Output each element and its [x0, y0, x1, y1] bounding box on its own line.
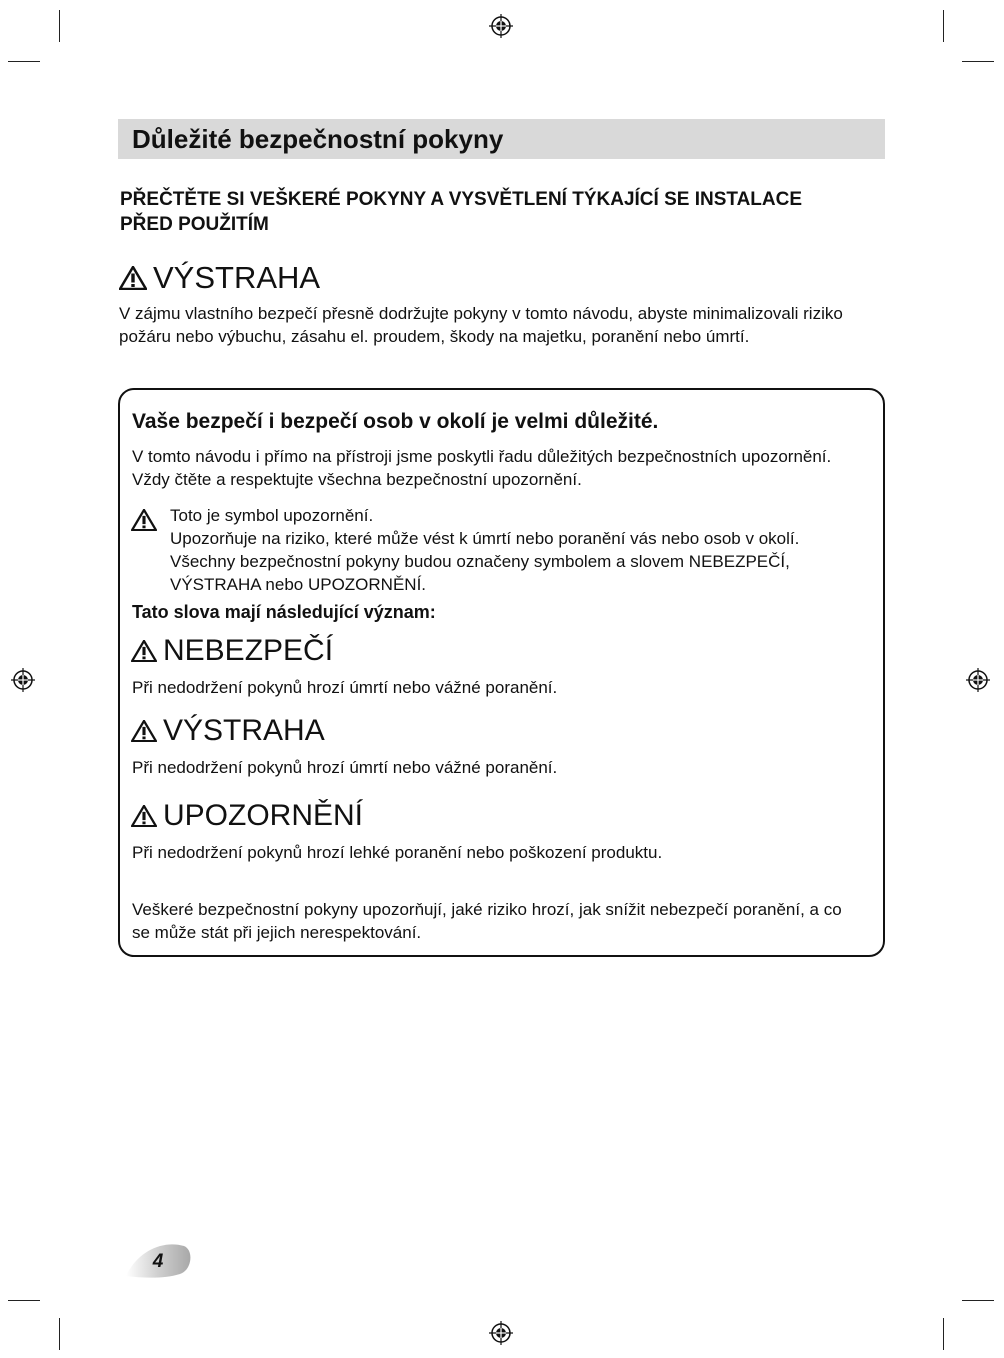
subheading-line-1: PŘEČTĚTE SI VEŠKERÉ POKYNY A VYSVĚTLENÍ TÝKAJÍCÍ SE INSTALACE	[120, 189, 803, 210]
crop-mark-top-right-v	[943, 10, 944, 42]
crop-mark-bottom-left-v	[59, 1318, 60, 1350]
symbol-line-4: VÝSTRAHA nebo UPOZORNĚNÍ.	[170, 575, 427, 594]
page-number-badge	[124, 1240, 194, 1280]
caution-heading	[131, 798, 363, 834]
danger-heading	[131, 633, 333, 669]
symbol-line-2: Upozorňuje na riziko, které může vést k úmrtí nebo poranění vás nebo osob v okolí.	[170, 529, 800, 548]
warning-heading	[119, 260, 320, 296]
box-intro	[132, 445, 877, 491]
caution-text: Při nedodržení pokynů hrozí lehké poranění nebo poškození produktu.	[132, 843, 663, 862]
instruction-subheading	[120, 187, 880, 237]
box-intro-line-1: V tomto návodu i přímo na přístroji jsme poskytli řadu důležitých bezpečnostních upozornění.	[132, 447, 832, 466]
crop-mark-top-left-v	[59, 10, 60, 42]
crop-mark-bottom-right-v	[943, 1318, 944, 1350]
page-title: Důležité bezpečnostní pokyny	[132, 124, 504, 154]
warning-label: VÝSTRAHA	[163, 714, 325, 747]
crop-mark-top-right-h	[962, 61, 994, 62]
danger-label: NEBEZPEČÍ	[163, 634, 334, 667]
crop-mark-top-left-h	[8, 61, 40, 62]
danger-text: Při nedodržení pokynů hrozí úmrtí nebo vážné poranění.	[132, 678, 558, 697]
registration-mark-icon	[966, 668, 990, 692]
meaning-label: Tato slova mají následující význam:	[132, 602, 436, 622]
warning-triangle-icon	[131, 509, 157, 531]
warning-heading-text: VÝSTRAHA	[153, 260, 321, 295]
warning-triangle-icon	[131, 720, 157, 742]
warning-paragraph	[119, 302, 899, 348]
warning-signal-text: Při nedodržení pokynů hrozí úmrtí nebo vážné poranění.	[132, 758, 558, 777]
box-footer-line-2: se může stát při jejich nerespektování.	[132, 923, 422, 942]
warning-text-line-2: požáru nebo výbuchu, zásahu el. proudem, škody na majetku, poranění nebo úmrtí.	[119, 327, 750, 346]
box-footer	[132, 898, 877, 944]
registration-mark-icon	[11, 668, 35, 692]
box-title: Vaše bezpečí i bezpečí osob v okolí je velmi důležité.	[132, 410, 659, 433]
warning-triangle-icon	[131, 805, 157, 827]
caution-label: UPOZORNĚNÍ	[163, 799, 364, 832]
box-footer-line-1: Veškeré bezpečnostní pokyny upozorňují, jaké riziko hrozí, jak snížit nebezpečí poranění, a co	[132, 900, 842, 919]
symbol-explanation	[170, 504, 870, 596]
section-title-bar	[118, 119, 885, 159]
crop-mark-bottom-left-h	[8, 1300, 40, 1301]
subheading-line-2: PŘED POUŽITÍM	[120, 214, 269, 235]
page-number: 4	[152, 1251, 164, 1272]
warning-triangle-icon	[119, 266, 147, 290]
warning-triangle-icon	[131, 640, 157, 662]
warning-text-line-1: V zájmu vlastního bezpečí přesně dodržujte pokyny v tomto návodu, abyste minimalizovali riziko	[119, 304, 843, 323]
symbol-line-3: Všechny bezpečnostní pokyny budou označeny symbolem a slovem NEBEZPEČÍ,	[170, 552, 790, 571]
symbol-line-1: Toto je symbol upozornění.	[170, 506, 374, 525]
registration-mark-icon	[489, 1321, 513, 1345]
warning-signal-heading	[131, 713, 325, 749]
registration-mark-icon	[489, 14, 513, 38]
crop-mark-bottom-right-h	[962, 1300, 994, 1301]
box-intro-line-2: Vždy čtěte a respektujte všechna bezpečnostní upozornění.	[132, 470, 582, 489]
